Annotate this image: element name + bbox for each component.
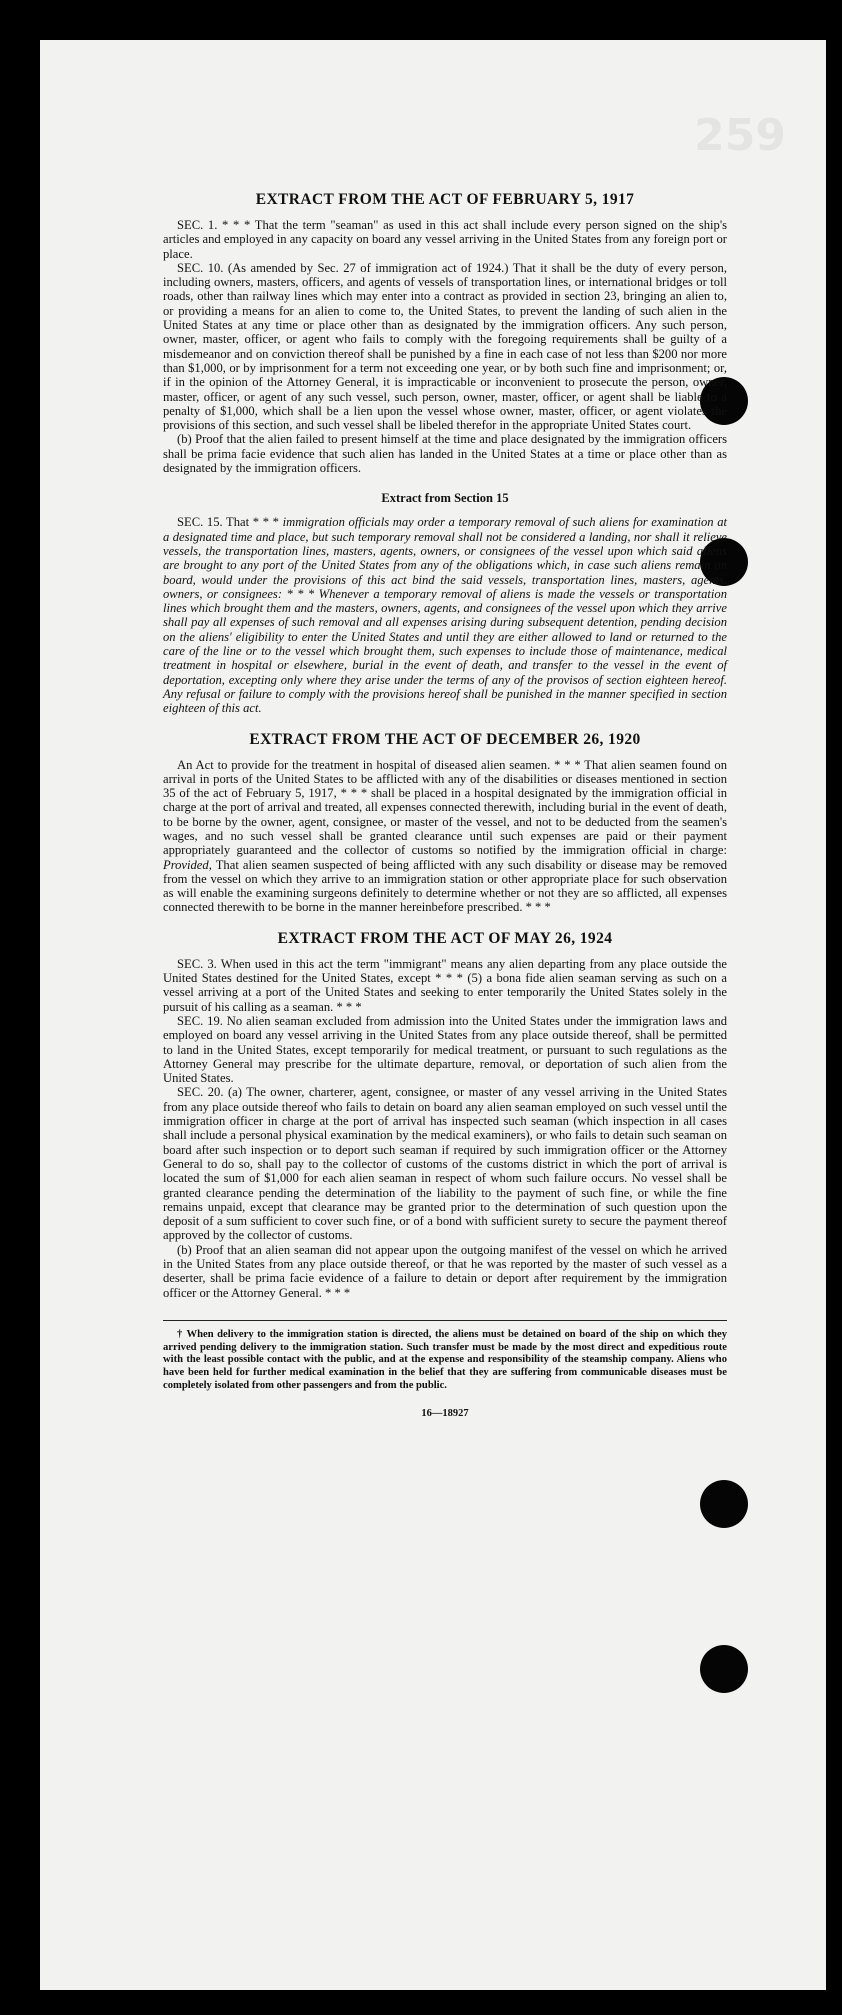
faint-stamp-mark: 259 — [694, 110, 786, 161]
paragraph-sec-10-b: (b) Proof that the alien failed to present himself at the time and place designated by the immigration officers shall be prima facie evidence that such alien has landed in the United States at a time or place other than as designated by the immigration officers. — [163, 432, 727, 476]
paragraph-sec-3: SEC. 3. When used in this act the term "immigrant" means any alien departing from any place outside the United States destined for the United States, except * * * (5) a bona fide alien seaman serving as such on a vessel arriving at a port of the United States and seeking to enter temporarily the United States solely in the pursuit of his calling as a seaman. * * * — [163, 956, 727, 1014]
heading-act-1920: EXTRACT FROM THE ACT OF DECEMBER 26, 1920 — [249, 730, 641, 748]
proviso-label: Provided, — [163, 857, 212, 872]
document-body — [163, 190, 727, 1419]
paragraph-sec-1: SEC. 1. * * * That the term "seaman" as used in this act shall include every person signed on the ship's articles and employed in any capacity on board any vessel arriving in the United States from any foreign port or place. — [163, 218, 727, 261]
paragraph-sec-15 — [163, 515, 727, 715]
punch-hole — [700, 1645, 748, 1693]
heading-section-15: Extract from Section 15 — [381, 491, 509, 506]
paragraph-sec-10: SEC. 10. (As amended by Sec. 27 of immigration act of 1924.) That it shall be the duty of every person, including owners, masters, officers, and agents of vessels of transportation lines, or international bridges or toll roads, other than railway lines which may enter into a contract as provided in section 23, bringing an alien to, or providing a means for an alien to come to, the United States, to prevent the landing of such alien in the United States at any time or place other than as designated by the immigration officers. Any such person, owner, master, officer, or agent who fails to comply with the foregoing requirements shall be guilty of a misdemeanor and on conviction thereof shall be punished by a fine in each case of not less than $200 nor more than $1,000, or by imprisonment for a term not exceeding one year, or by both such fine and imprisonment; or, if in the opinion of the Attorney General, it is impracticable or inconvenient to prosecute the person, owner, master, officer, or agent of any such vessel, such person, owner, master, officer, or agent shall be liable to a penalty of $1,000, which shall be a lien upon the vessel whose owner, master, officer, or agent violates the provisions of this section, and such vessel shall be libeled therefor in the appropriate United States court. — [163, 260, 727, 433]
footnote-divider — [163, 1320, 727, 1321]
footnote: † When delivery to the immigration station is directed, the aliens must be detained on board of the ship on which they arrived pending delivery to the immigration station. Such transfer must be made by the most direct and expeditious route with the least possible contact with the public, and at the expense and responsibility of the steamship company. Aliens who have been held for further medical examination in the belief that they are suffering from communicable diseases must be completely isolated from other passengers and from the public. — [163, 1328, 727, 1391]
paragraph-sec-20-a: SEC. 20. (a) The owner, charterer, agent, consignee, or master of any vessel arriving in the United States from any place outside thereof who fails to detain on board any alien seaman employed on such vessel until the immigration officer in charge at the port of arrival has inspected such seaman (which inspection in all cases shall include a personal physical examination by the medical examiners), or who fails to detain such seaman on board after such inspection or to deport such seaman if required by such immigration officer or the Attorney General to do so, shall pay to the collector of customs of the customs district in which the port of arrival is located the sum of $1,000 for each alien seaman in respect of whom such failure occurs. No vessel shall be granted clearance pending the determination of the liability to the payment of such fine, or while the fine remains unpaid, except that clearance may be granted prior to the determination of such question upon the deposit of a sum sufficient to cover such fine, or of a bond with sufficient surety to secure the payment thereof approved by the collector of customs. — [163, 1085, 727, 1243]
heading-act-1924: EXTRACT FROM THE ACT OF MAY 26, 1924 — [277, 929, 613, 947]
paragraph-sec-20-b: (b) Proof that an alien seaman did not appear upon the outgoing manifest of the vessel on which he arrived in the United States from any place outside thereof, or that he was reported by the master of such vessel as a deserter, shall be prima facie evidence of a failure to detain or deport after requirement by the immigration officer or the Attorney General. * * * — [163, 1242, 727, 1300]
punch-hole — [700, 1480, 748, 1528]
sec-15-lead: SEC. 15. That * * * — [177, 515, 283, 530]
paragraph-act-1920 — [163, 758, 727, 915]
print-code: 16—18927 — [421, 1408, 469, 1420]
act-1920-part-a: An Act to provide for the treatment in hospital of diseased alien seamen. * * * That alien seamen found on arrival in ports of the United States to be afflicted with any of the disabilities or diseases mentioned in section 35 of the act of February 5, 1917, * * * shall be placed in a hospital designated by the immigration official in charge at the port of arrival and treated, all expenses connected therewith, including burial in the event of death, to be borne by the owner, agent, consignee, or master of the vessel, and not to be deducted from the seamen's wages, and no such vessel shall be granted clearance until such expenses are paid or their payment appropriately guaranteed and the collector of customs so notified by the immigration official in charge: — [163, 757, 727, 858]
paragraph-sec-19: SEC. 19. No alien seaman excluded from admission into the United States under the immigration laws and employed on board any vessel arriving in the United States from any place outside thereof, shall be permitted to land in the United States, except temporarily for medical treatment, or pursuant to such regulations as the Attorney General may prescribe for the ultimate departure, removal, or deportation of such alien from the United States. — [163, 1013, 727, 1086]
act-1920-part-b: That alien seamen suspected of being afflicted with any such disability or disease may be removed from the vessel on which they arrive to an immigration station or other appropriate place for such observation as will enable the examining surgeons definitely to determine whether or not they are so afflicted, all expenses connected therewith to be borne in the manner hereinbefore prescribed. * * * — [163, 857, 727, 915]
sec-15-body: immigration officials may order a temporary removal of such aliens for examination at a designated time and place, but such temporary removal shall not be considered a landing, nor shall it relieve vessels, the transportation lines, masters, agents, owners, or consignees of the vessel upon which said aliens are brought to any port of the United States from any of the obligations which, in case such aliens remain on board, would under the provisions of this act bind the said vessels, transportation lines, masters, agents, owners, or consignees: * * * Whenever a temporary removal of aliens is made the vessels or transportation lines which brought them and the masters, owners, agents, and consignees of the vessel upon which they arrive shall pay all expenses of such removal and all expenses arising during subsequent detention, pending decision on the aliens' eligibility to enter the United States and until they are either allowed to land or returned to the care of the line or to the vessel which brought them, such expenses to include those of maintenance, medical treatment in hospital or elsewhere, burial in the event of death, and transfer to the vessel in the event of deportation, excepting only where they arise under the terms of any of the provisos of section eighteen hereof. Any refusal or failure to comply with the provisions hereof shall be punished in the manner specified in section eighteen of this act. — [163, 515, 727, 716]
heading-act-1917: EXTRACT FROM THE ACT OF FEBRUARY 5, 1917 — [255, 191, 635, 208]
document-page — [40, 40, 826, 1990]
